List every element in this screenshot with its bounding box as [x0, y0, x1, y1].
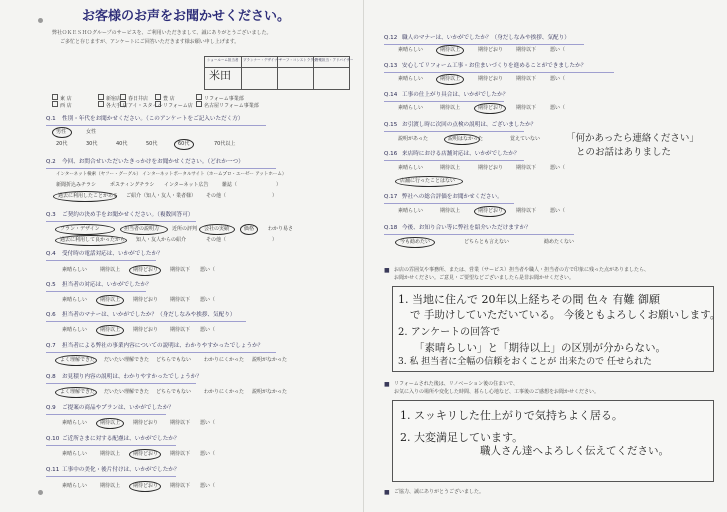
question-rule: [384, 234, 574, 235]
selection-circle: [52, 127, 72, 138]
question-rule: [46, 352, 276, 353]
selection-circle: [436, 45, 464, 56]
question-rule: [384, 101, 504, 102]
option[interactable]: 期待どおり: [133, 451, 159, 457]
option[interactable]: 期待以下: [170, 297, 191, 303]
selection-circle: [474, 206, 506, 217]
selection-circle: [55, 235, 127, 246]
option[interactable]: 悪い（: [550, 165, 566, 171]
handwritten-comment: 2. アンケートの回答で: [398, 327, 501, 338]
question-number: Q.7: [46, 343, 56, 349]
table-header: ショールーム担当者: [207, 58, 239, 62]
option[interactable]: わかり易さ: [268, 226, 294, 232]
option[interactable]: わかりにくかった: [204, 389, 245, 395]
selection-circle: [129, 265, 161, 276]
option[interactable]: 期待以上: [100, 327, 121, 333]
option[interactable]: プラン・デザイン: [60, 226, 100, 232]
handwritten-note: 「何かあったら連絡ください」: [566, 133, 699, 144]
selection-circle: [55, 355, 97, 366]
question-number: Q.15: [384, 122, 398, 128]
option[interactable]: 70代以上: [214, 141, 236, 147]
option[interactable]: 悪い（: [200, 420, 216, 426]
handwritten-comment: 職人さん達へよろしく伝えてください。: [480, 445, 669, 457]
option-row[interactable]: インターネット検索（ヤフー・グーグル） インターネットポータルサイト（ホームプロ・エーゼー アットホーム）: [56, 172, 287, 177]
option[interactable]: 期待以下: [170, 483, 191, 489]
option[interactable]: よく理解できた: [60, 357, 96, 363]
question-rule: [46, 125, 266, 126]
option[interactable]: どちらでもない: [156, 357, 191, 363]
option[interactable]: 悪い（: [550, 208, 566, 214]
option[interactable]: 素晴らしい: [62, 420, 88, 426]
option[interactable]: ）: [272, 237, 278, 243]
selection-circle: [96, 418, 124, 429]
question-rule: [46, 414, 166, 415]
option[interactable]: 期待以下: [170, 451, 191, 457]
option[interactable]: 期待以下: [516, 76, 537, 82]
table-header: チーフ・コンストラクター: [279, 58, 321, 62]
shop-checkbox[interactable]: 新宿店: [98, 94, 121, 102]
option[interactable]: 素晴らしい: [398, 47, 424, 53]
option[interactable]: 期待以下: [170, 327, 191, 333]
option[interactable]: 素晴らしい: [62, 267, 88, 273]
shop-checkbox[interactable]: アイ・スタイル: [120, 101, 162, 109]
handwritten-comment: 1. 当地に住んで 20年以上経ちその間 色々 有難 御願: [398, 293, 660, 306]
option[interactable]: 素晴らしい: [398, 208, 424, 214]
question-text: お見積り内容の説明は、わかりやすかったでしょうか？: [62, 374, 202, 380]
option[interactable]: 20代: [56, 141, 68, 147]
option[interactable]: 50代: [146, 141, 158, 147]
option[interactable]: 素晴らしい: [62, 297, 88, 303]
option[interactable]: 勧めたくない: [544, 239, 575, 245]
question-rule: [384, 131, 524, 132]
option[interactable]: 期待どおり: [133, 297, 159, 303]
question-number: Q.16: [384, 151, 398, 157]
question-rule: [384, 203, 514, 204]
option[interactable]: 期待どおり: [133, 267, 159, 273]
question-text: 受付時の電話対応は、いかがでしたか？: [62, 251, 163, 257]
option[interactable]: だいたい理解できた: [104, 389, 150, 395]
question-number: Q.9: [46, 405, 56, 411]
shop-checkbox[interactable]: 西 店: [52, 101, 72, 109]
selection-circle: [444, 134, 480, 145]
question-number: Q.3: [46, 212, 56, 218]
option[interactable]: 雑誌（: [222, 182, 238, 188]
selection-circle: [96, 325, 124, 336]
option[interactable]: 期待以上: [100, 483, 121, 489]
option[interactable]: インターネット広告: [164, 182, 209, 188]
option[interactable]: 期待以上: [100, 451, 121, 457]
option[interactable]: どちらでもない: [156, 389, 191, 395]
question-number: Q.13: [384, 63, 398, 69]
selection-circle: [474, 103, 506, 114]
bullet-icon: ■: [384, 381, 390, 388]
option[interactable]: 説明がなかった: [252, 357, 288, 363]
option[interactable]: 期待どおり: [133, 483, 159, 489]
question-text: お引渡し時に次回の点検の説明は、ございましたか？: [402, 122, 537, 128]
handwritten-comment: 「素晴らしい」と「期待以上」の区別が分からない。: [414, 342, 666, 354]
option[interactable]: 素晴らしい: [62, 451, 88, 457]
option[interactable]: よく理解できた: [60, 389, 96, 395]
selection-circle: [199, 224, 235, 235]
question-number: Q.4: [46, 251, 56, 257]
option[interactable]: 知人・友人からの紹介: [136, 237, 187, 243]
option[interactable]: 期待以上: [440, 165, 461, 171]
comment-prompt: お聞かせください。ご意見・ご要望などございましたら是非お聞かせください。: [394, 275, 575, 281]
option[interactable]: その他（: [206, 193, 227, 199]
option[interactable]: 覚えていない: [510, 136, 541, 142]
shop-checkbox[interactable]: リフォーム店: [155, 101, 193, 109]
option[interactable]: 期待どおり: [478, 47, 504, 53]
question-number: Q.17: [384, 194, 398, 200]
option[interactable]: 会社の実績: [204, 226, 230, 232]
question-number: Q.5: [46, 282, 56, 288]
question-text: ご提案の商品やプランは、いかがでしたか？: [62, 405, 174, 411]
option[interactable]: 期待以下: [170, 420, 191, 426]
option[interactable]: ）: [276, 182, 282, 188]
shop-checkbox[interactable]: 東 店: [52, 94, 72, 102]
option[interactable]: ポスティングチラシ: [110, 182, 155, 188]
shop-checkbox[interactable]: 各大手 店: [98, 101, 128, 109]
question-number: Q.11: [46, 467, 60, 473]
option[interactable]: 素晴らしい: [398, 105, 424, 111]
page-title: お客様のお声をお聞かせください。: [82, 9, 291, 24]
handwritten-comment: 3. 私 担当者に全幅の信頼をおくことが 出来たので 任せられた: [398, 357, 653, 367]
option[interactable]: 悪い（: [550, 76, 566, 82]
selection-circle: [395, 237, 435, 248]
selection-circle: [53, 191, 117, 202]
question-text: 工事中の美化・後片付けは、いかがでしたか？: [62, 467, 180, 473]
handwritten-comment: 2. 大変満足しています。: [400, 431, 524, 444]
option[interactable]: 近所の評判: [172, 226, 198, 232]
option[interactable]: 過去に利用したことがある: [58, 193, 119, 199]
option[interactable]: 60代: [178, 141, 190, 147]
selection-circle: [55, 224, 115, 235]
question-rule: [46, 168, 276, 169]
shop-checkbox[interactable]: リフォーム事業部: [196, 94, 244, 102]
question-number: Q.1: [46, 116, 56, 122]
question-rule: [46, 291, 146, 292]
option[interactable]: 期待以上: [100, 297, 121, 303]
option[interactable]: 期待以上: [440, 76, 461, 82]
shop-checkbox[interactable]: 名古屋リフォーム事業部: [196, 101, 259, 109]
option[interactable]: 素晴らしい: [62, 483, 88, 489]
intro-line: ご多忙と存じますが、アンケートにご回答いただきます様お願い申し上げます。: [60, 39, 240, 45]
option[interactable]: その他（: [206, 237, 227, 243]
question-number: Q.6: [46, 312, 56, 318]
question-text: 担当者の対応は、いかがでしたか？: [62, 282, 152, 288]
question-text: ご近所さまに対する配慮は、いかがでしたか？: [62, 436, 180, 442]
option[interactable]: 悪い（: [200, 267, 216, 273]
question-rule: [46, 260, 156, 261]
option[interactable]: 期待どおり: [478, 165, 504, 171]
handwritten-comment: で 手助けしていただいている。 今後ともよろしくお願いします。: [410, 309, 721, 321]
option[interactable]: 女性: [86, 129, 97, 135]
question-rule: [384, 72, 614, 73]
selection-circle: [129, 449, 161, 460]
option[interactable]: 期待以下: [516, 165, 537, 171]
option[interactable]: 期待以上: [100, 267, 121, 273]
option[interactable]: 悪い（: [550, 105, 566, 111]
bullet-icon: ■: [384, 489, 390, 496]
question-number: Q.18: [384, 225, 398, 231]
question-text: 安心してリフォーム工事・お住まいづくりを進めることができましたか？: [402, 63, 587, 69]
question-text: 弊社への総合評価をお聞かせください。: [402, 194, 503, 200]
question-rule: [46, 383, 196, 384]
footer-thanks: ご協力、誠にありがとうございました。: [394, 489, 485, 495]
option[interactable]: 価格: [244, 226, 255, 232]
selection-circle: [129, 481, 161, 492]
option[interactable]: 期待どおり: [133, 327, 159, 333]
intro-line: 弊社ＯＫＥＳＨＯグループのサービスを、ご利用いただきまして、誠にありがとうございました。: [52, 30, 272, 36]
question-text: 工事の仕上がり具合は、いかがでしたか？: [402, 92, 509, 98]
option[interactable]: 新聞折込みチラシ: [56, 182, 97, 188]
question-rule: [384, 44, 584, 45]
question-text: 職人のマナーは、いかがでしたか？（身だしなみや挨拶、気配り）: [402, 35, 570, 41]
option[interactable]: 期待どおり: [133, 420, 159, 426]
option[interactable]: 素晴らしい: [62, 327, 88, 333]
option[interactable]: 説明があった: [398, 136, 428, 142]
selection-circle: [240, 224, 258, 235]
option[interactable]: 悪い（: [550, 47, 566, 53]
option[interactable]: 悪い（: [200, 483, 216, 489]
option[interactable]: 期待どおり: [478, 105, 504, 111]
binder-hole: [38, 490, 43, 495]
shop-checkbox[interactable]: 春日井店: [120, 94, 148, 102]
question-text: 担当者のマナーは、いかがでしたか？（身だしなみや挨拶、気配り）: [62, 312, 236, 318]
option[interactable]: 期待以下: [170, 267, 191, 273]
option[interactable]: 素晴らしい: [398, 76, 424, 82]
comment-prompt: リフォームされた後は、リノベーション後の住まいで、: [394, 381, 519, 387]
option[interactable]: 今も勧めたい: [400, 239, 431, 245]
question-number: Q.2: [46, 159, 56, 165]
option[interactable]: 期待以上: [440, 105, 461, 111]
question-rule: [46, 321, 246, 322]
question-text: ご契約の決め手をお聞かせください。（複数回答可）: [62, 212, 194, 218]
option[interactable]: 説明はなかった: [448, 136, 484, 142]
table-header: プランナー・デザイナー: [243, 58, 282, 62]
option[interactable]: だいたい理解できた: [104, 357, 150, 363]
option[interactable]: 過去に利用して良かったから: [60, 237, 126, 243]
question-rule: [46, 476, 176, 477]
question-rule: [46, 221, 196, 222]
option[interactable]: 期待以上: [440, 208, 461, 214]
option[interactable]: ）: [272, 193, 278, 199]
question-number: Q.10: [46, 436, 60, 442]
option[interactable]: ご紹介（知人・友人・業者様）: [126, 193, 197, 199]
question-text: 今回、お問合せいただいたきっかけをお聞かせください。（どれか一つ）: [62, 159, 244, 165]
shop-checkbox[interactable]: 豊 店: [155, 94, 175, 102]
comment-prompt: お気に入りの場所や変化した時間、暮らし心地など、工事後のご感想をお聞かせください。: [394, 389, 600, 395]
option[interactable]: 期待どおり: [478, 76, 504, 82]
question-number: Q.14: [384, 92, 398, 98]
option[interactable]: 悪い（: [200, 297, 216, 303]
option[interactable]: 40代: [116, 141, 128, 147]
selection-circle: [55, 387, 97, 398]
option[interactable]: 悪い（: [200, 451, 216, 457]
option[interactable]: 悪い（: [200, 327, 216, 333]
option[interactable]: 担当者の説明力: [124, 226, 160, 232]
selection-circle: [120, 224, 168, 235]
question-number: Q.12: [384, 35, 398, 41]
binder-hole: [38, 18, 43, 23]
option[interactable]: わかりにくかった: [204, 357, 245, 363]
option[interactable]: 期待以上: [440, 47, 461, 53]
option[interactable]: 説明がなかった: [252, 389, 288, 395]
question-rule: [384, 160, 524, 161]
question-text: 来店時における店舗対応は、いかがでしたか？: [402, 151, 520, 157]
selection-circle: [96, 295, 124, 306]
handwritten-note: とのお話はありました: [576, 147, 672, 158]
handwritten-name: 米田: [209, 69, 231, 82]
page-fold: [363, 0, 364, 512]
option[interactable]: 店舗に行ったことはない: [400, 178, 456, 184]
option[interactable]: 30代: [86, 141, 98, 147]
question-number: Q.8: [46, 374, 56, 380]
option[interactable]: 期待どおり: [478, 208, 504, 214]
option[interactable]: 男性: [56, 129, 67, 135]
option[interactable]: 期待以下: [516, 105, 537, 111]
bullet-icon: ■: [384, 267, 390, 274]
question-text: 担当者による弊社の事業内容についての説明は、わかりやすかったでしょうか？: [62, 343, 264, 349]
comment-prompt: お店の雰囲気や事務所、または、営業（サービス）担当者や職人・担当者の方で印象に残った点がありましたら、: [394, 267, 650, 273]
selection-circle: [436, 74, 464, 85]
handwritten-comment: 1. スッキリした仕上がりで気持ちよく居る。: [400, 409, 623, 422]
option[interactable]: どちらとも言えない: [464, 239, 510, 245]
option[interactable]: 期待以上: [100, 420, 121, 426]
table-header: 営業担当・アドバイザー: [315, 58, 354, 62]
option[interactable]: 期待以下: [516, 208, 537, 214]
option[interactable]: 素晴らしい: [398, 165, 424, 171]
question-text: 今後、お知り合い等に弊社を紹介いただけますか？: [402, 225, 531, 231]
selection-circle: [395, 176, 463, 187]
question-rule: [46, 445, 176, 446]
question-text: 性別・年代をお聞かせください。（このアンケートをご記入いただく方）: [62, 116, 244, 122]
option[interactable]: 期待以下: [516, 47, 537, 53]
staff-table: [204, 56, 354, 90]
selection-circle: [174, 139, 194, 150]
